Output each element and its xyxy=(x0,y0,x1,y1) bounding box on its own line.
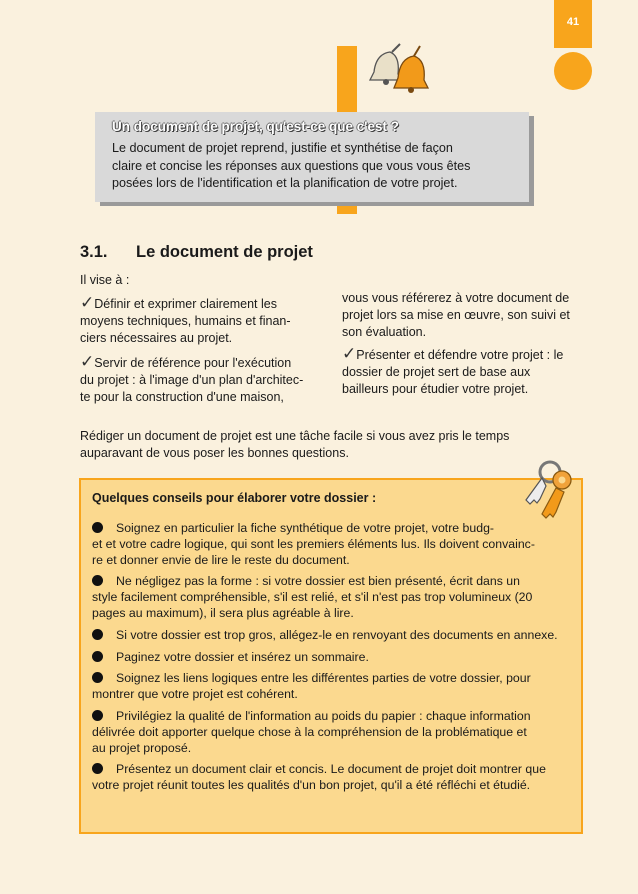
page-tab-circle xyxy=(554,52,592,90)
bullet-icon xyxy=(92,629,103,640)
bullet-icon xyxy=(92,710,103,721)
list-item: Ne négligez pas la forme : si votre dossier est bien présenté, écrit dans un style facilement compréhensible, s'il est relié, et s'il n'est pas trop volumineux (20 pages au maximum), il sera plus agréable à lire. xyxy=(92,574,533,620)
bullet-icon xyxy=(92,763,103,774)
tips-title: Quelques conseils pour élaborer votre dossier : xyxy=(92,491,377,505)
section-title: Le document de projet xyxy=(136,243,313,261)
section-number: 3.1. xyxy=(80,243,108,261)
tips-list xyxy=(92,521,568,800)
bullet-icon xyxy=(92,651,103,662)
objective-item: ✓Présenter et défendre votre projet : le dossier de projet sert de base aux bailleurs pour étudier votre projet. xyxy=(342,344,564,396)
section-heading xyxy=(80,243,313,262)
objective-item: ✓Définir et exprimer clairement les moyens techniques, humains et finan- ciers nécessaires au projet. xyxy=(80,293,291,345)
checkmark-icon: ✓ xyxy=(80,293,95,312)
bullet-icon xyxy=(92,522,103,533)
callout-title: Un document de projet, qu'est-ce que c'est ? xyxy=(112,119,399,134)
bells-icon xyxy=(364,42,436,100)
checkmark-icon: ✓ xyxy=(80,352,95,371)
keys-icon xyxy=(506,458,578,524)
section-intro: Il vise à : xyxy=(80,273,130,287)
checkmark-icon: ✓ xyxy=(342,344,357,363)
list-item: Soignez en particulier la fiche synthétique de votre projet, votre budg- et et votre cadre logique, qui sont les premiers éléments lus. Ils doivent convainc- re et donner envie de lire le reste du document. xyxy=(92,521,535,567)
objective-continuation: vous vous référerez à votre document de projet lors sa mise en œuvre, son suivi et son évaluation. xyxy=(342,291,570,339)
body-paragraph: Rédiger un document de projet est une tâche facile si vous avez pris le temps auparavant de vous poser les bonnes questions. xyxy=(80,429,510,460)
objective-item: ✓Servir de référence pour l'exécution du projet : à l'image d'un plan d'architec- te pour la construction d'une maison, xyxy=(80,352,304,404)
callout-text: Le document de projet reprend, justifie et synthétise de façon claire et concise les réponses aux questions que vous vous êtes posées lors de l'identification et la planification de votre projet. xyxy=(112,141,471,190)
bullet-icon xyxy=(92,575,103,586)
list-item: Si votre dossier est trop gros, allégez-le en renvoyant des documents en annexe. xyxy=(92,628,568,644)
list-item: Privilégiez la qualité de l'information au poids du papier : chaque information délivrée doit apporter quelque chose à la compréhension de la problématique et au projet proposé. xyxy=(92,708,531,755)
list-item: Paginez votre dossier et insérez un sommaire. xyxy=(92,650,568,666)
list-item: Présentez un document clair et concis. Le document de projet doit montrer que votre projet réunit toutes les qualités d'un bon projet, qu'il a été réfléchi et étudié. xyxy=(92,762,546,793)
bullet-icon xyxy=(92,672,103,683)
list-item: Soignez les liens logiques entre les différentes parties de votre dossier, pour montrer que votre projet est cohérent. xyxy=(92,671,531,702)
page-number: 41 xyxy=(566,16,580,28)
